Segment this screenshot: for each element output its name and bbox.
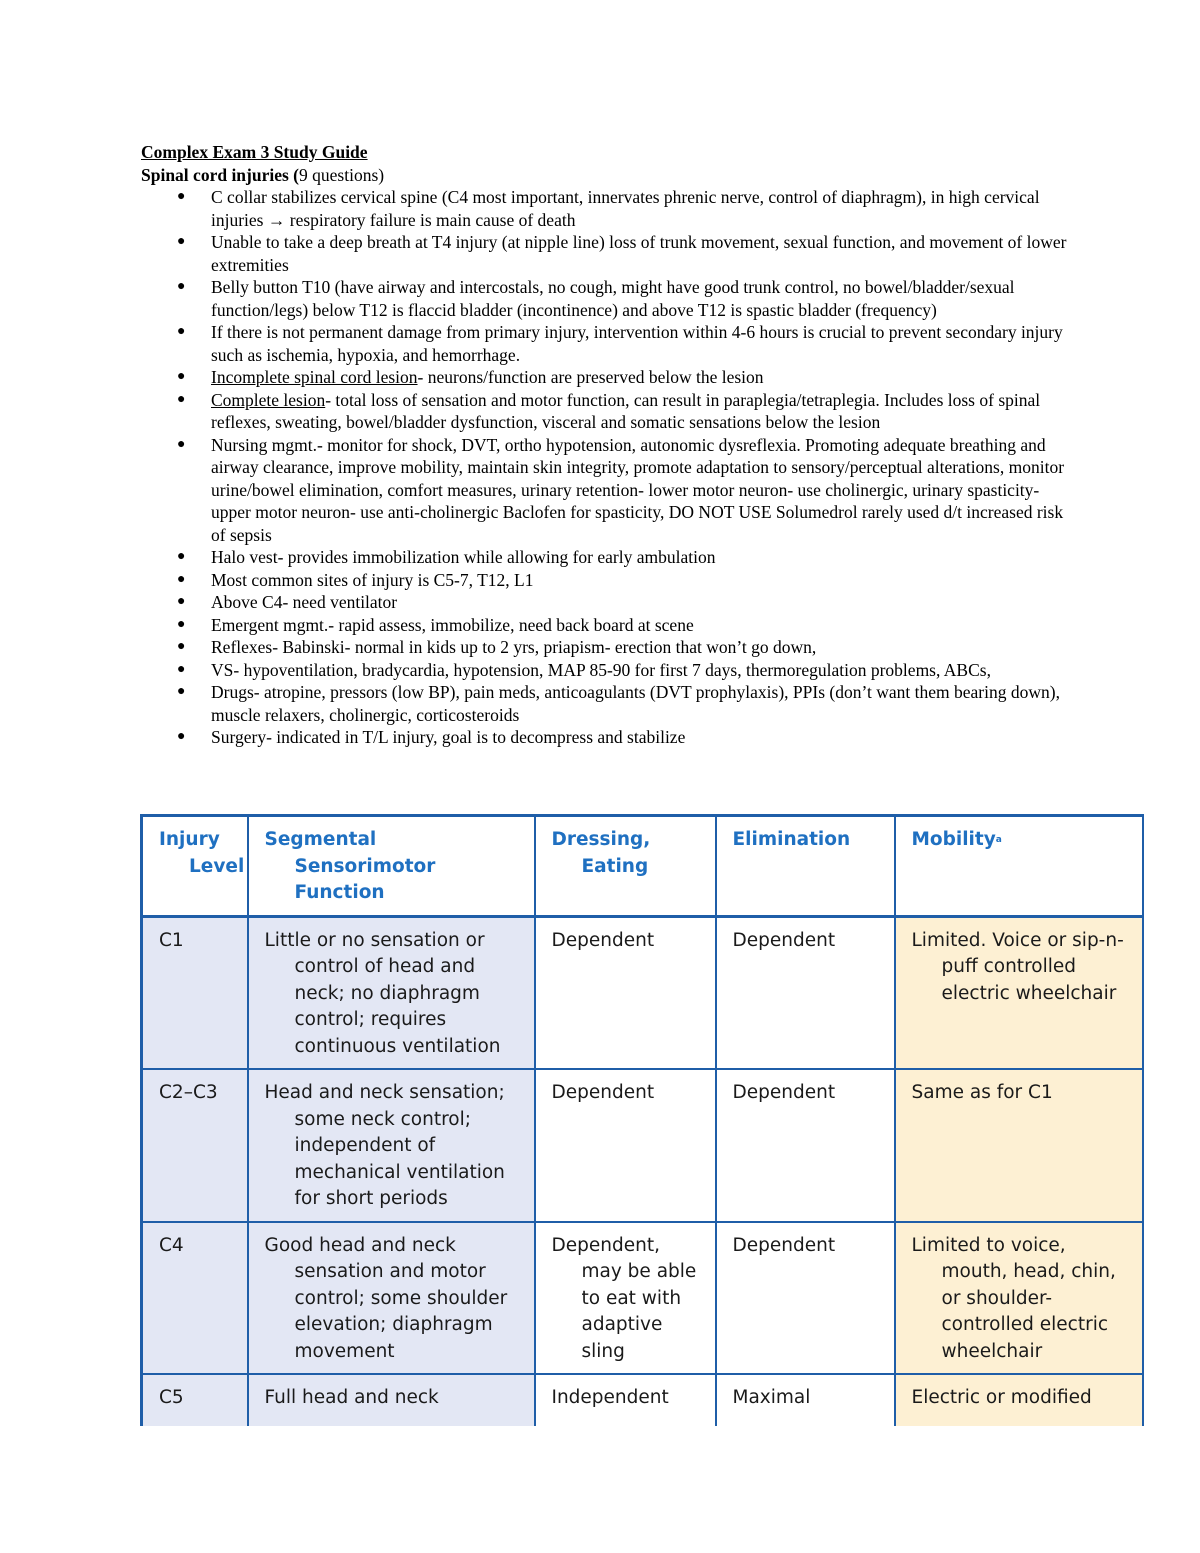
- table-cell: C4: [142, 1222, 248, 1375]
- footnote-marker: a: [995, 835, 1002, 845]
- bullet-icon: ●: [177, 684, 186, 699]
- header-elimination: Elimination: [716, 816, 895, 917]
- bullet-icon: ●: [177, 436, 186, 452]
- list-item: ● Complete lesion- total loss of sensation and motor function, can result in paraplegia/tetraplegia. Includes loss of spinal reflexes, sweating, bowel/bladder dysfunction, visceral and somatic sensations below the lesion: [177, 389, 1041, 432]
- page-title: Complex Exam 3 Study Guide: [141, 142, 368, 162]
- table-cell: Dependent: [716, 1222, 895, 1375]
- bullet-icon: ●: [177, 571, 186, 587]
- bullet-icon: ●: [177, 616, 186, 632]
- table-row: [142, 1222, 1143, 1375]
- section-heading-note: 9 questions): [299, 164, 385, 185]
- header-injury-level: Injury Level: [142, 816, 248, 917]
- table-cell: Little or no sensation or control of head and neck; no diaphragm control; requires continuous ventilation: [248, 916, 535, 1069]
- header-dressing-eating: Dressing, Eating: [535, 816, 716, 917]
- list-item: ● If there is not permanent damage from primary injury, intervention within 4-6 hours is crucial to prevent secondary injury such as ischemia, hypoxia, and hemorrhage.: [177, 322, 1063, 365]
- table-cell: Independent: [535, 1374, 716, 1426]
- table-cell: Dependent: [535, 916, 716, 1069]
- complete-lesion-term: Complete lesion: [211, 389, 326, 410]
- table-cell: Limited to voice, mouth, head, chin, or shoulder-controlled electric wheelchair: [895, 1222, 1143, 1375]
- table-cell: Full head and neck: [248, 1374, 535, 1426]
- bullet-icon: ●: [177, 639, 186, 654]
- bullet-icon: ●: [177, 234, 186, 249]
- table-cell: C5: [142, 1374, 248, 1426]
- table-cell: Dependent, may be able to eat with adaptive sling: [535, 1222, 716, 1375]
- bullet-icon: ●: [177, 369, 186, 384]
- table-cell: Same as for C1: [895, 1069, 1143, 1222]
- list-item: ● Belly button T10 (have airway and intercostals, no cough, might have good trunk control, no bowel/bladder/sexual function/legs) below T12 is flaccid bladder (incontinence) and above T12 is spastic bladder (frequency): [177, 277, 1015, 320]
- table-cell: Electric or modified: [895, 1374, 1143, 1426]
- header-sensorimotor: Segmental Sensorimotor Function: [248, 816, 535, 917]
- table-cell: Dependent: [535, 1069, 716, 1222]
- incomplete-lesion-term: Incomplete spinal cord lesion: [211, 367, 418, 387]
- bullet-icon: ●: [177, 549, 186, 564]
- table-cell: Head and neck sensation; some neck control; independent of mechanical ventilation for short periods: [248, 1069, 535, 1222]
- bullet-icon: ●: [177, 189, 186, 204]
- table-cell: Limited. Voice or sip-n-puff controlled electric wheelchair: [895, 916, 1143, 1069]
- header-mobility: Mobility$^a$: [895, 816, 1143, 917]
- table-cell: Dependent: [716, 1069, 895, 1222]
- table-cell: Maximal: [716, 1374, 895, 1426]
- list-item: ● Incomplete spinal cord lesion- neurons/function are preserved below the lesion: [177, 367, 764, 387]
- list-item: ● Emergent mgmt.- rapid assess, immobilize, need back board at scene: [177, 614, 694, 635]
- table-cell: C1: [142, 916, 248, 1069]
- bullet-icon: ●: [177, 729, 186, 744]
- table-row: [142, 1069, 1143, 1222]
- list-item: ● Unable to take a deep breath at T4 injury (at nipple line) loss of trunk movement, sexual function, and movement of lower extremities: [177, 232, 1067, 275]
- list-item: ● C collar stabilizes cervical spine (C4 most important, innervates phrenic nerve, control of diaphragm), in high cervical injuries → respiratory failure is main cause of death: [177, 187, 1040, 230]
- list-item: ● Above C4- need ventilator: [177, 592, 398, 612]
- bullet-icon: ●: [177, 661, 186, 677]
- table-cell: Dependent: [716, 916, 895, 1069]
- document-body: [141, 141, 1071, 749]
- table-cell: Good head and neck sensation and motor control; some shoulder elevation; diaphragm movement: [248, 1222, 535, 1375]
- bullet-icon: ●: [177, 279, 186, 294]
- table-cell: C2–C3: [142, 1069, 248, 1222]
- list-item: ● Halo vest- provides immobilization while allowing for early ambulation: [177, 547, 716, 567]
- section-heading-bold: Spinal cord injuries (: [141, 164, 300, 185]
- bullet-icon: ●: [177, 594, 186, 609]
- list-item: ● Most common sites of injury is C5-7, T12, L1: [177, 569, 534, 590]
- list-item: ● VS- hypoventilation, bradycardia, hypotension, MAP 85-90 for first 7 days, thermoregulation problems, ABCs,: [177, 659, 991, 680]
- list-item: ● Nursing mgmt.- monitor for shock, DVT, ortho hypotension, autonomic dysreflexia. Promoting adequate breathing and airway clearance, improve mobility, maintain skin integrity, promote adaptation to sensory/perceptual alterations, monitor urine/bowel elimination, comfort measures, urinary retention- lower motor neuron- use cholinergic, urinary spasticity- upper motor neuron- use anti-cholinergic Baclofen for spasticity, DO NOT USE Solumedrol rarely used d/t increased risk of sepsis: [177, 434, 1065, 545]
- list-item: ● Surgery- indicated in T/L injury, goal is to decompress and stabilize: [177, 727, 686, 747]
- injury-level-table: [140, 814, 1144, 1426]
- section-heading: [141, 164, 1071, 187]
- table-row: [142, 916, 1143, 1069]
- bullet-list: [141, 186, 1071, 749]
- list-item: ● Drugs- atropine, pressors (low BP), pain meds, anticoagulants (DVT prophylaxis), PPIs (don’t want them bearing down), muscle relaxers, cholinergic, corticosteroids: [177, 682, 1060, 725]
- bullet-icon: ●: [177, 324, 186, 339]
- bullet-icon: ●: [177, 391, 186, 407]
- list-item: ● Reflexes- Babinski- normal in kids up to 2 yrs, priapism- erection that won’t go down,: [177, 637, 817, 657]
- table-header-row: [142, 816, 1143, 917]
- table-row: [142, 1374, 1143, 1426]
